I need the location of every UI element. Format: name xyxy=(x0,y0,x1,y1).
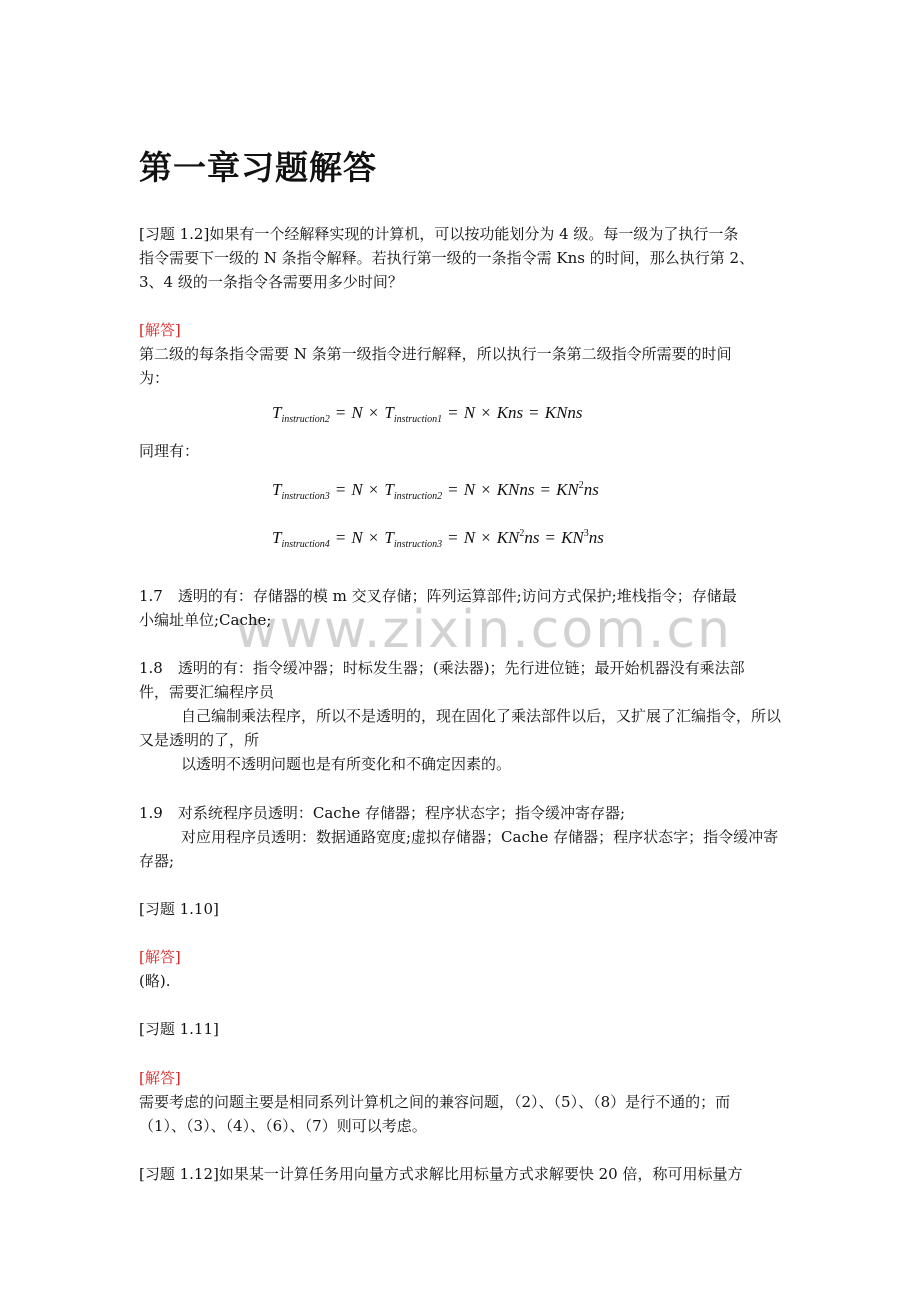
text-line: [习题 1.12]如果某一计算任务用向量方式求解比用标量方式求解要快 20 倍，称可用标量方 xyxy=(139,1165,743,1183)
text-line: 第二级的每条指令需要 N 条第一级指令进行解释，所以执行一条第二级指令所需要的时间 xyxy=(139,345,732,363)
text-line: 1.9 对系统程序员透明：Cache 存储器；程序状态字；指令缓冲寄存器; xyxy=(139,804,626,822)
same-reason-text: 同理有： xyxy=(139,442,200,460)
exercise-1-12 xyxy=(139,1162,789,1186)
exercise-1-8 xyxy=(139,656,789,776)
text-paragraph: 自己编制乘法程序，所以不是透明的，现在固化了乘法部件以后，又扩展了汇编指令，所以又是透明的了，所 xyxy=(139,707,782,749)
answer-label: [解答] xyxy=(139,321,181,339)
exercise-1-2-question xyxy=(139,222,789,294)
text-paragraph: 以透明不透明问题也是有所变化和不确定因素的。 xyxy=(181,755,512,773)
page-title: 第一章习题解答 xyxy=(139,148,377,187)
text-line: [习题 1.2]如果有一个经解释实现的计算机，可以按功能划分为 4 级。每一级为了执行一条 xyxy=(139,225,739,243)
text-line: （1）、（3）、（4）、（6）、（7）则可以考虑。 xyxy=(139,1117,427,1135)
exercise-1-2-answer xyxy=(139,318,789,390)
formula-t2: $T_{instruction2} = N \times T_{instruction1} = N$ × Kns = KNns xyxy=(272,403,583,425)
formula-t3: $T_{instruction3} = N \times T_{instruction2} = N$ × KNns = $KN^2ns$ xyxy=(272,480,599,502)
text-line: 1.8 透明的有：指令缓冲器；时标发生器；(乘法器)；先行进位链；最开始机器没有乘法部 xyxy=(139,659,745,677)
exercise-1-10-label: [习题 1.10] xyxy=(139,900,219,918)
exercise-1-11-answer xyxy=(139,1066,789,1138)
exercise-1-11-label: [习题 1.11] xyxy=(139,1020,219,1038)
exercise-1-9 xyxy=(139,801,789,873)
text-paragraph: 对应用程序员透明：数据通路宽度;虚拟存储器；Cache 存储器；程序状态字；指令缓冲寄存器; xyxy=(139,828,779,870)
watermark: www.zixin.com.cn xyxy=(235,600,732,660)
text-line: 需要考虑的问题主要是相同系列计算机之间的兼容问题，（2）、（5）、（8）是行不通的；而 xyxy=(139,1093,731,1111)
answer-label: [解答] xyxy=(139,948,181,966)
text-line: 为： xyxy=(139,369,170,387)
formula-t4: $T_{instruction4} = N \times T_{instruction3} = N \times KN^2ns = KN^3ns$ xyxy=(272,528,604,550)
exercise-1-10-answer xyxy=(139,945,789,993)
exercise-1-7 xyxy=(139,584,789,632)
text-line: 指令需要下一级的 N 条指令解释。若执行第一级的一条指令需 Kns 的时间，那么执行第 2、 xyxy=(139,249,755,267)
text-line: 小编址单位;Cache; xyxy=(139,611,272,629)
answer-label: [解答] xyxy=(139,1069,181,1087)
text-line: 1.7 透明的有：存储器的模 m 交叉存储；阵列运算部件;访问方式保护;堆栈指令；存储最 xyxy=(139,587,737,605)
text-line: 件，需要汇编程序员 xyxy=(139,683,275,701)
text-line: 3、4 级的一条指令各需要用多少时间？ xyxy=(139,273,403,291)
text-line: (略). xyxy=(139,972,171,990)
